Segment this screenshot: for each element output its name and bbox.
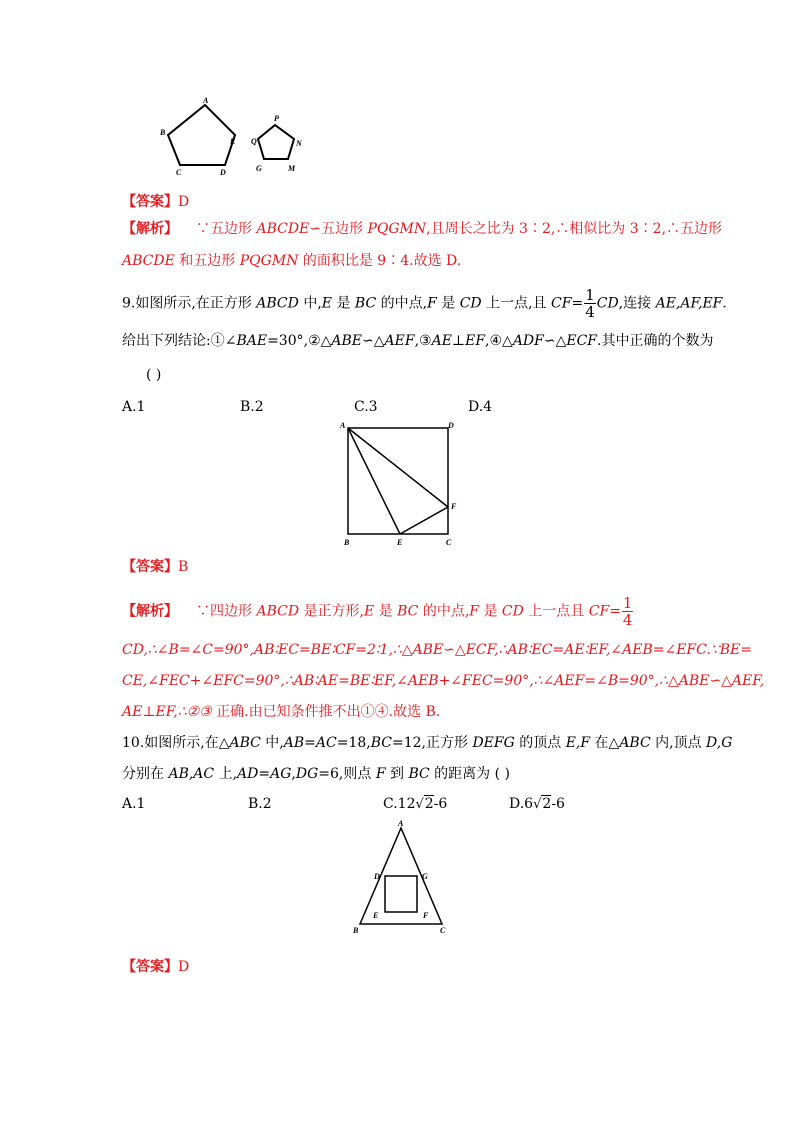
label-B: B xyxy=(344,538,350,547)
q9-analysis-line1: 【解析】 ∵四边形 ABCD 是正方形,E 是 BC 的中点,F 是 CD 上一点且 CF= $\frac{1}{4}$ xyxy=(122,594,633,629)
fraction-one-quarter: $\frac{1}{4}$ xyxy=(585,286,595,321)
q9-analysis-line4: AE⊥EF,∴②③ 正确.由已知条件推不出①④.故选 B. xyxy=(122,704,441,720)
q8-analysis-line1: 【解析】 ∵五边形 ABCDE∽五边形 PQGMN,且周长之比为 3∶2,∴相似比为 3∶2,∴五边形 xyxy=(122,221,723,237)
label-M: M xyxy=(288,164,296,173)
q10-answer-value: D xyxy=(178,959,190,975)
square-defg xyxy=(385,876,417,912)
segment-ef xyxy=(400,507,448,534)
label-C: C xyxy=(440,926,446,935)
figure-square xyxy=(336,418,466,550)
label-G: G xyxy=(256,164,262,173)
q9-stem-line2: 给出下列结论:①∠BAE=30°,②△ABE∽△AEF,③AE⊥EF,④△ADF∽△ECF.其中正确的个数为 xyxy=(122,333,714,349)
q10-option-a: A.1 xyxy=(122,796,146,812)
figure-triangle xyxy=(346,818,456,938)
label-B: B xyxy=(353,926,359,935)
q9-option-c: C.3 xyxy=(354,399,378,415)
q10-option-b: B.2 xyxy=(248,796,272,812)
analysis-tag: 【解析】 xyxy=(122,221,178,237)
pentagon-pqgmn xyxy=(258,125,294,159)
label-B: B xyxy=(160,128,166,137)
label-A: A xyxy=(398,819,404,828)
q8-answer-value: D xyxy=(178,194,190,210)
answer-tag: 【答案】 xyxy=(122,559,178,575)
q8-analysis-line2: ABCDE 和五边形 PQGMN 的面积比是 9∶4.故选 D. xyxy=(122,253,462,269)
label-N: N xyxy=(296,139,302,148)
q10-option-d: D.6√2-6 xyxy=(509,796,565,812)
label-E: E xyxy=(373,911,379,920)
label-Q: Q xyxy=(251,137,257,146)
analysis-tag: 【解析】 xyxy=(122,603,178,620)
label-D: D xyxy=(448,421,454,430)
label-D: D xyxy=(374,872,380,881)
q10-stem-line2: 分别在 AB,AC 上,AD=AG,DG=6,则点 F 到 BC 的距离为 ( ) xyxy=(122,766,510,782)
q9-paren: ( ) xyxy=(146,367,162,383)
label-D: D xyxy=(220,168,226,177)
label-A: A xyxy=(203,96,209,105)
segment-ae xyxy=(348,428,400,534)
label-E: E xyxy=(230,137,236,146)
segment-af xyxy=(348,428,448,507)
q9-option-a: A.1 xyxy=(122,399,146,415)
q9-analysis-line2: CD,∴∠B=∠C=90°,AB∶EC=BE∶CF=2∶1,∴△ABE∽△ECF,∴AB∶EC=AE∶EF,∠AEB=∠EFC.∵BE= xyxy=(122,642,752,658)
q9-option-d: D.4 xyxy=(468,399,493,415)
label-A: A xyxy=(340,421,346,430)
figure-pentagons xyxy=(150,95,310,185)
q10-stem-line1: 10.如图所示,在△ABC 中,AB=AC=18,BC=12,正方形 DEFG 的顶点 E,F 在△ABC 内,顶点 D,G xyxy=(122,735,733,751)
square-abcd xyxy=(348,428,448,534)
label-E: E xyxy=(397,538,403,547)
q10-answer xyxy=(122,957,189,977)
label-F: F xyxy=(423,911,429,920)
label-F: F xyxy=(451,502,457,511)
label-P: P xyxy=(274,114,279,123)
q10-option-c: C.12√2-6 xyxy=(383,796,448,812)
label-C: C xyxy=(176,168,182,177)
q9-answer xyxy=(122,557,188,577)
q9-stem-line1: 9.如图所示,在正方形 ABCD 中,E 是 BC 的中点,F 是 CD 上一点,且 CF= $\frac{1}{4}$ CD,连接 AE,AF,EF. xyxy=(122,286,727,321)
answer-tag: 【答案】 xyxy=(122,959,178,975)
pentagon-abcde xyxy=(168,105,235,165)
q9-option-b: B.2 xyxy=(240,399,264,415)
q9-analysis-line3: CE,∠FEC+∠EFC=90°,∴AB∶AE=BE∶EF,∠AEB+∠FEC=90°,∴∠AEF=∠B=90°,∴△ABE∽△AEF, xyxy=(122,673,765,689)
answer-tag: 【答案】 xyxy=(122,194,178,210)
q9-answer-value: B xyxy=(178,559,189,575)
fraction-one-quarter: $\frac{1}{4}$ xyxy=(622,594,633,629)
label-C: C xyxy=(446,538,452,547)
q8-answer xyxy=(122,192,189,212)
label-G: G xyxy=(422,872,428,881)
